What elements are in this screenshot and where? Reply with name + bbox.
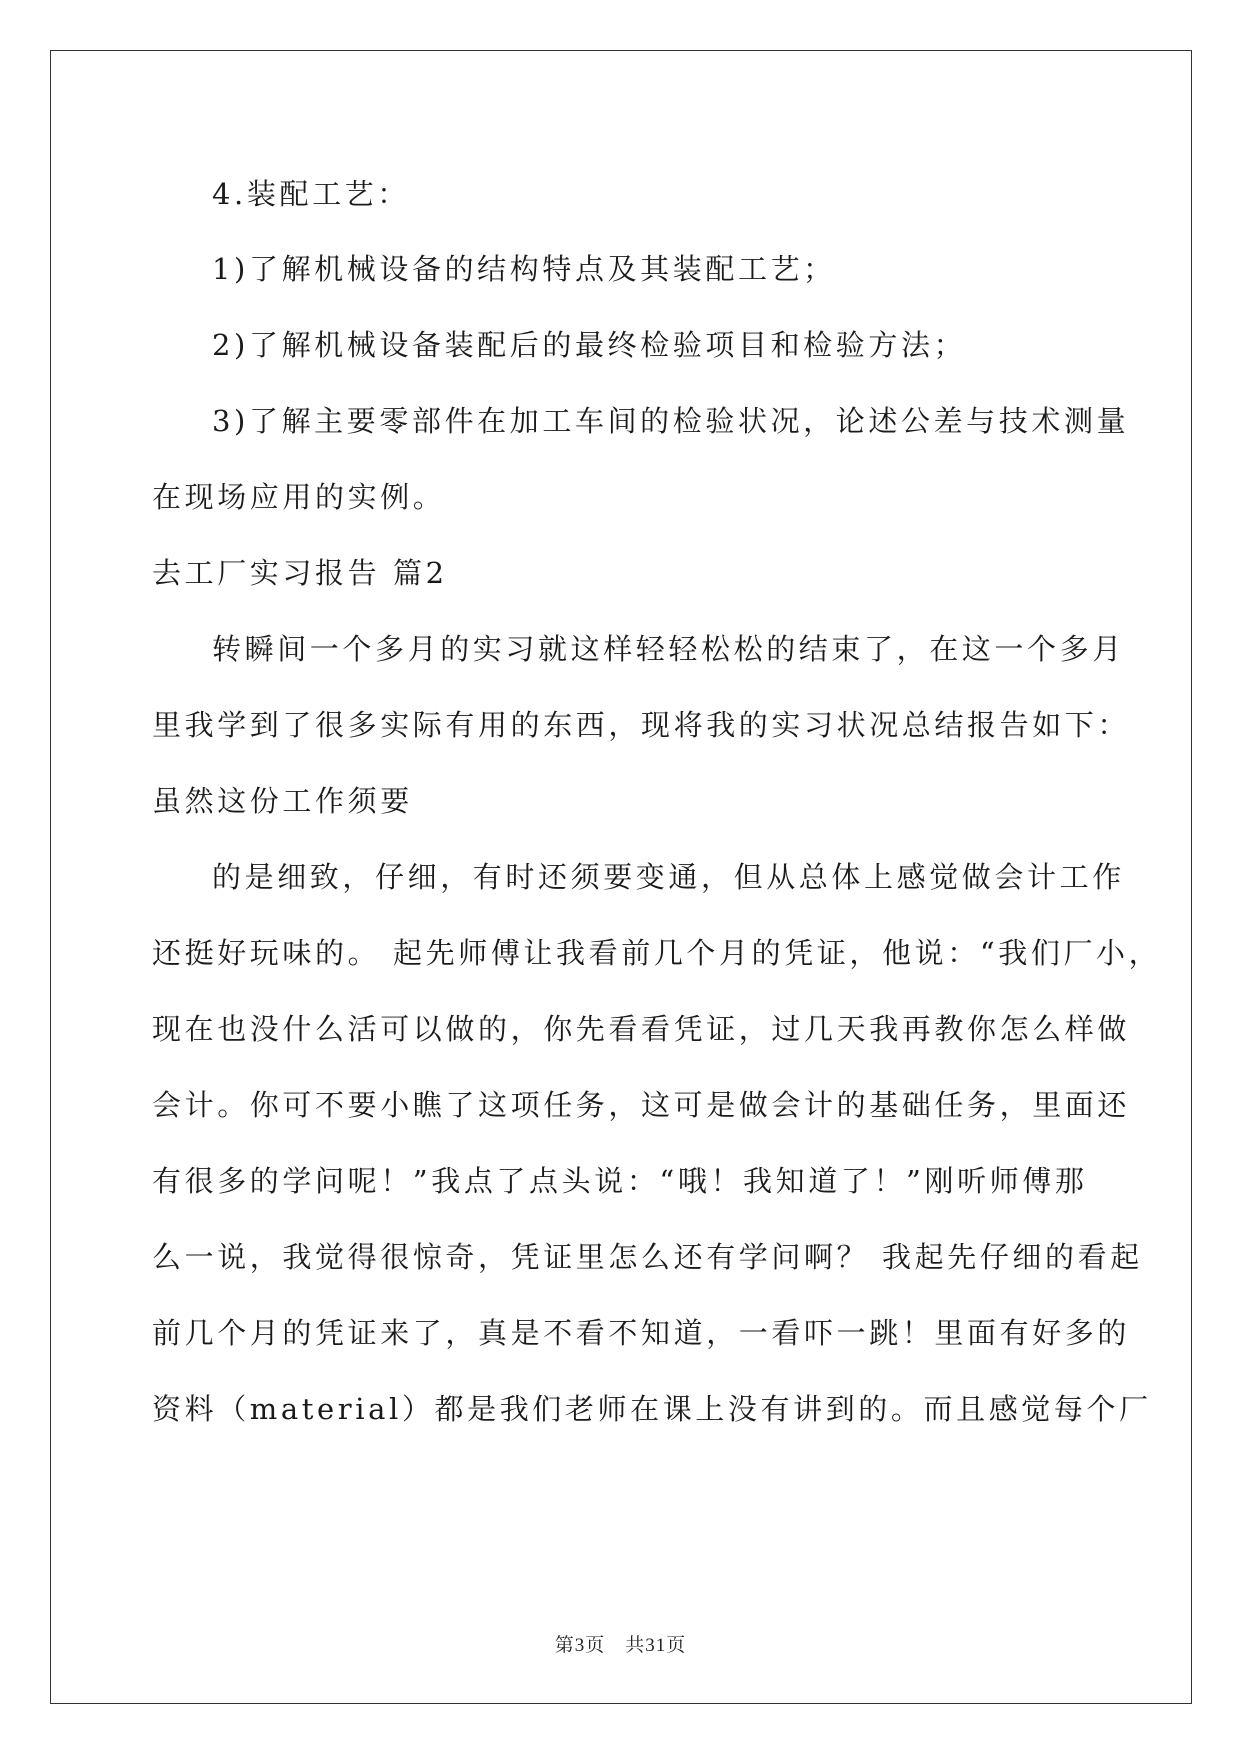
list-item: 1)了解机械设备的结构特点及其装配工艺； — [212, 252, 836, 286]
list-item: 3)了解主要零部件在加工车间的检验状况，论述公差与技术测量 — [212, 404, 1130, 438]
paragraph-line: 里我学到了很多实际有用的东西，现将我的实习状况总结报告如下： — [152, 708, 1131, 742]
paragraph-line: 现在也没什么活可以做的，你先看看凭证，过几天我再教你怎么样做 — [152, 1012, 1131, 1046]
paragraph-line: 的是细致，仔细，有时还须要变通，但从总体上感觉做会计工作 — [212, 860, 1125, 894]
paragraph-line: 会计。你可不要小瞧了这项任务，这可是做会计的基础任务，里面还 — [152, 1088, 1131, 1122]
paragraph-line: 还挺好玩味的。 起先师傅让我看前几个月的凭证，他说：“我们厂小， — [152, 936, 1162, 970]
paragraph-line: 前几个月的凭证来了，真是不看不知道，一看吓一跳！里面有好多的 — [152, 1316, 1131, 1350]
paragraph-line: 资料（material）都是我们老师在课上没有讲到的。而且感觉每个厂 — [152, 1392, 1152, 1426]
paragraph-line: 虽然这份工作须要 — [152, 784, 413, 818]
paragraph-line: 么一说，我觉得很惊奇，凭证里怎么还有学问啊？ 我起先仔细的看起 — [152, 1240, 1143, 1274]
list-item-continuation: 在现场应用的实例。 — [152, 480, 446, 514]
page-number: 第3页 共31页 — [554, 1635, 687, 1656]
paragraph-line: 转瞬间一个多月的实习就这样轻轻松松的结束了，在这一个多月 — [212, 632, 1125, 666]
section-title: 去工厂实习报告 篇2 — [152, 556, 448, 590]
list-item: 2)了解机械设备装配后的最终检验项目和检验方法； — [212, 328, 967, 362]
paragraph-line: 有很多的学问呢！”我点了点头说：“哦！我知道了！”刚听师傅那 — [152, 1164, 1088, 1198]
assembly-process-heading: 4.装配工艺： — [212, 177, 410, 211]
